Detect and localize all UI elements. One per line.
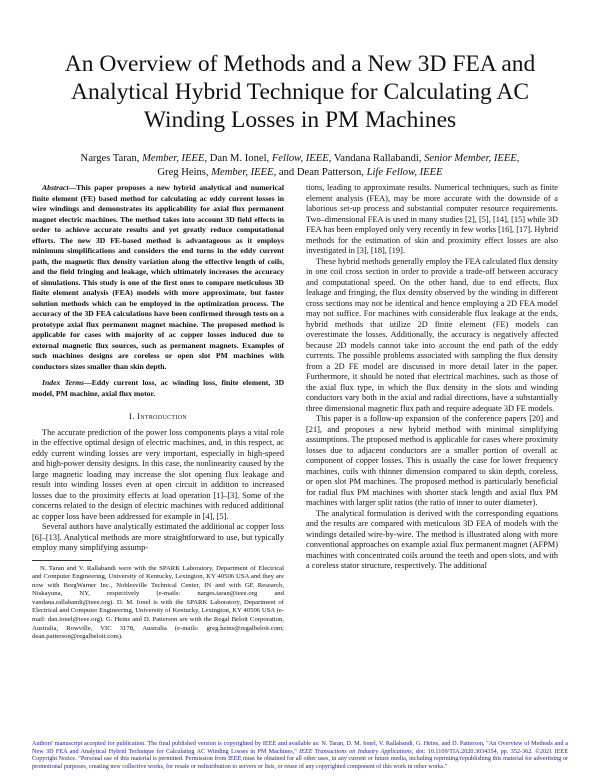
index-terms-text: —Eddy current loss, ac winding loss, finite element, 3D model, PM machine, axial flux motor. <box>32 378 285 398</box>
author-role: Fellow, IEEE <box>271 153 329 164</box>
paper-title: An Overview of Methods and a New 3D FEA and Analytical Hybrid Technique for Calculating AC Winding Losses in PM Machines <box>64 51 536 133</box>
author-line-2: Greg Heins, Member, IEEE, and Dean Patterson, Life Fellow, IEEE <box>157 167 443 178</box>
author-name: Narges Taran, <box>80 153 143 164</box>
abstract-lead: Abstract <box>42 183 69 192</box>
body-paragraph: tions, leading to approximate results. Numerical techniques, such as finite element analysis (FEA), may be more accurate with the downside of a laborious set-up process and substantial computer resource requirements. Two–dimensional FEA is used in many studies [2], [5], [14], [15] while 3D FEA has been employed only very recently in few works [16], [17]. Hybrid methods for the estimation of skin and proximity effect losses are also investigated in [3], [18], [19]. <box>306 183 558 255</box>
author-role: Senior Member, IEEE <box>424 153 517 164</box>
notice-part-1: Authors' manuscript accepted for publication. The final published version is copyrighted by IEEE and available as: N. Taran, D. M. Ionel, V. Rallabandi, G. Heins, and D. Patterson, "An Overview of Methods and a New 3D FEA and Analytical Hybrid Technique for Calculating AC Winding Losses in PM Machines," <box>32 740 568 755</box>
copyright-notice <box>32 740 568 770</box>
body-paragraph: Several authors have analytically estimated the additional ac copper loss [6]–[13]. Analytical methods are more straightforward to use, but typically employ many simplifying assump- <box>32 522 284 552</box>
affiliation-footnote: N. Taran and V. Rallabandi were with the SPARK Laboratory, Department of Electrical and Computer Engineering, University of Kentucky, Lexington, KY 40506 USA and they are now with BorgWarner Inc., Noblesville Technical Center, IN and with GE Research, Niskayuna, NY, respectively (e-mails: narges.taran@ieee.org and vandana.rallabandi@ieee.org). D. M. Ionel is with the SPARK Laboratory, Department of Electrical and Computer Engineering, University of Kentucky, Lexington, KY 40506 USA (e-mail: dan.ionel@ieee.org). G. Heins and D. Patterson are with the Regal Beloit Corporation, Australia, Rowville, VIC 3178, Australia (e-mails: greg.heins@regalbeloit.com; dean.patterson@regalbeloit.com). <box>32 564 284 641</box>
author-role: Member, IEEE <box>142 153 205 164</box>
journal-name: IEEE Transactions on Industry Applications <box>299 747 412 755</box>
body-paragraph: These hybrid methods generally employ the FEA calculated flux density in one coil cross section in order to provide a trade-off between accuracy and computational speed. On the other hand, due to end effects, flux leakage and fringing, the flux density observed by the winding in different cross sections may not be identical and hence employing a 2D FEA model may not suffice. For machines with considerable flux leakage at the ends, hybrid methods that utilize 2D finite element (FE) models can overestimate the losses. Additionally, the accuracy is negatively affected because 2D models cannot take into account the end path of the eddy currents. The possible problems associated with sampling the flux density from a 2D FE model are discussed in more detail later in the paper. Furthermore, it should be noted that electrical machines, such as those of the axial flux type, in which the flux density in the slots and winding conductors vary both in the axial and radial directions, have a substantially three dimensional magnetic flux path and require adequate 3D FE models. <box>306 256 558 413</box>
author-line-1: Narges Taran, Member, IEEE, Dan M. Ionel, Fellow, IEEE, Vandana Rallabandi, Senior Member, IEEE, <box>80 153 520 164</box>
author-role: Member, IEEE <box>211 167 274 178</box>
body-paragraph: The accurate prediction of the power loss components plays a vital role in the effective optimal design of electric machines, and, in this respect, ac eddy current winding losses are very important, especially in high-speed and high-power density designs. In this case, the nonlinearity caused by the large magnetic loading may increase the slot opening flux leakage and result into winding losses even at open circuit in addition to increased losses due to the proximity effects at load operation [1]–[3]. Some of the concerns related to the design of electric machines with reduced additional ac copper loss have been addressed for example in [4], [5]. <box>32 427 284 521</box>
author-name: Vandana Rallabandi, <box>333 153 425 164</box>
footnote-rule <box>32 560 92 561</box>
index-terms <box>32 378 284 399</box>
author-name: Greg Heins, <box>157 167 212 178</box>
section-heading <box>32 411 284 422</box>
section-name: Introduction <box>137 411 187 421</box>
body-paragraph: This paper is a follow-up expansion of the conference papers [20] and [21], and proposes a new hybrid method with minimal simplifying assumptions. The proposed method is applicable for cases where proximity losses due to adjacent conductors are a smaller portion of overall ac component of copper losses. This is usually the case for lower frequency machines, coils with thinner dimension compared to skin depth, coreless, or open slot PM machines. The proposed method is particularly beneficial for radial flux PM machines with shorter stack length and axial flux PM machines with larger split ratios (the ratio of inner to outer diameter). <box>306 414 558 507</box>
abstract-text: —This paper proposes a new hybrid analytical and numerical finite element (FE) based method for calculating ac eddy current losses in wire windings and demonstrates its applicability for axial flux permanent magnet electric machines. The method takes into account 3D field effects in order to achieve accurate results and yet greatly reduce computational efforts. The new 3D FE-based method is advantageous as it employs minimum simplifications and considers the end turns in the eddy current path, the magnetic flux density variation along the effective length of coils, and the field fringing and leakage, which ultimately increases the accuracy of simulations. This study is one of the first ones to compare meticulous 3D finite element analysis (FEA) models with more approximate, but faster solution methods which can be employed in the optimization process. The accuracy of the 3D FEA calculations have been confirmed through tests on a prototype axial flux permanent magnet machine. The proposed method is applicable for cases with majority of ac copper losses induced due to external magnetic flux sources, such as permanent magnets. Examples of such machines designs are coreless or open slot PM machines with conductors sizes smaller than skin depth. <box>32 183 284 371</box>
author-name: and Dean Patterson, <box>278 167 367 178</box>
section-number: I. <box>129 411 138 421</box>
abstract <box>32 183 284 372</box>
author-list <box>40 152 560 180</box>
notice-part-2: , doi: 10.1109/TIA.2020.3034354, pp. 352-362. ©2021 IEEE Copyright Notice. "Personal use of this material is permitted. Permission from IEEE must be obtained for all other uses, in any current or future media, including reprinting/republishing this material for advertising or promotional purposes, creating new collective works, for resale or redistribution to servers or lists, or reuse of any copyrighted component of this work in other works." <box>32 747 568 770</box>
author-role: Life Fellow, IEEE <box>366 167 443 178</box>
right-column <box>306 183 558 572</box>
left-column <box>32 183 284 642</box>
index-terms-lead: Index Terms <box>42 378 85 387</box>
body-paragraph: The analytical formulation is derived with the corresponding equations and the results are compared with meticulous 3D FEA of models with the windings detailed wire-by-wire. The method is illustrated along with more conventional approaches on example axial flux permanent magnet (AFPM) machines with concentrated coils around the teeth and open slots, and with a coreless stator structure, respectively. The additional <box>306 508 558 570</box>
author-name: Dan M. Ionel, <box>209 153 272 164</box>
